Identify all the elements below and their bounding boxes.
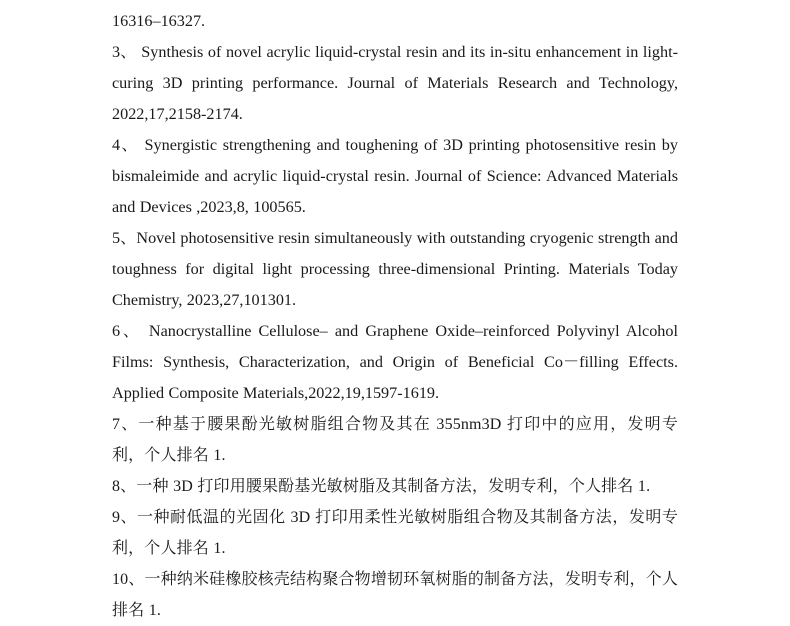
patent-item-7: 7、一种基于腰果酚光敏树脂组合物及其在 355nm3D 打印中的应用，发明专利，个人排名 1.	[112, 416, 678, 464]
reference-item-3: 3、 Synthesis of novel acrylic liquid-crystal resin and its in-situ enhancement in light-curing 3D printing performance. Journal of Materials Research and Technology, 2022,17,2158-2174.	[112, 43, 678, 123]
document-body	[112, 6, 678, 626]
patent-item-10: 10、一种纳米硅橡胶核壳结构聚合物增韧环氧树脂的制备方法，发明专利，个人排名 1.	[112, 571, 678, 619]
reference-item-6: 6、 Nanocrystalline Cellulose– and Graphene Oxide–reinforced Polyvinyl Alcohol Films: Synthesis, Characterization, and Origin of Beneficial Co－filling Effects. Applied Composite Materials,2022,19,1597-1619.	[112, 322, 678, 402]
paragraph-page-range: 16316‒16327.	[112, 12, 206, 30]
reference-item-4: 4、 Synergistic strengthening and toughening of 3D printing photosensitive resin by bismaleimide and acrylic liquid-crystal resin. Journal of Science: Advanced Materials and Devices ,2023,8, 100565.	[112, 136, 678, 216]
patent-item-9: 9、一种耐低温的光固化 3D 打印用柔性光敏树脂组合物及其制备方法，发明专利，个人排名 1.	[112, 509, 678, 557]
reference-item-5: 5、Novel photosensitive resin simultaneously with outstanding cryogenic strength and toughness for digital light processing three-dimensional Printing. Materials Today Chemistry, 2023,27,101301.	[112, 229, 678, 309]
patent-item-8: 8、一种 3D 打印用腰果酚基光敏树脂及其制备方法，发明专利，个人排名 1.	[112, 478, 651, 495]
